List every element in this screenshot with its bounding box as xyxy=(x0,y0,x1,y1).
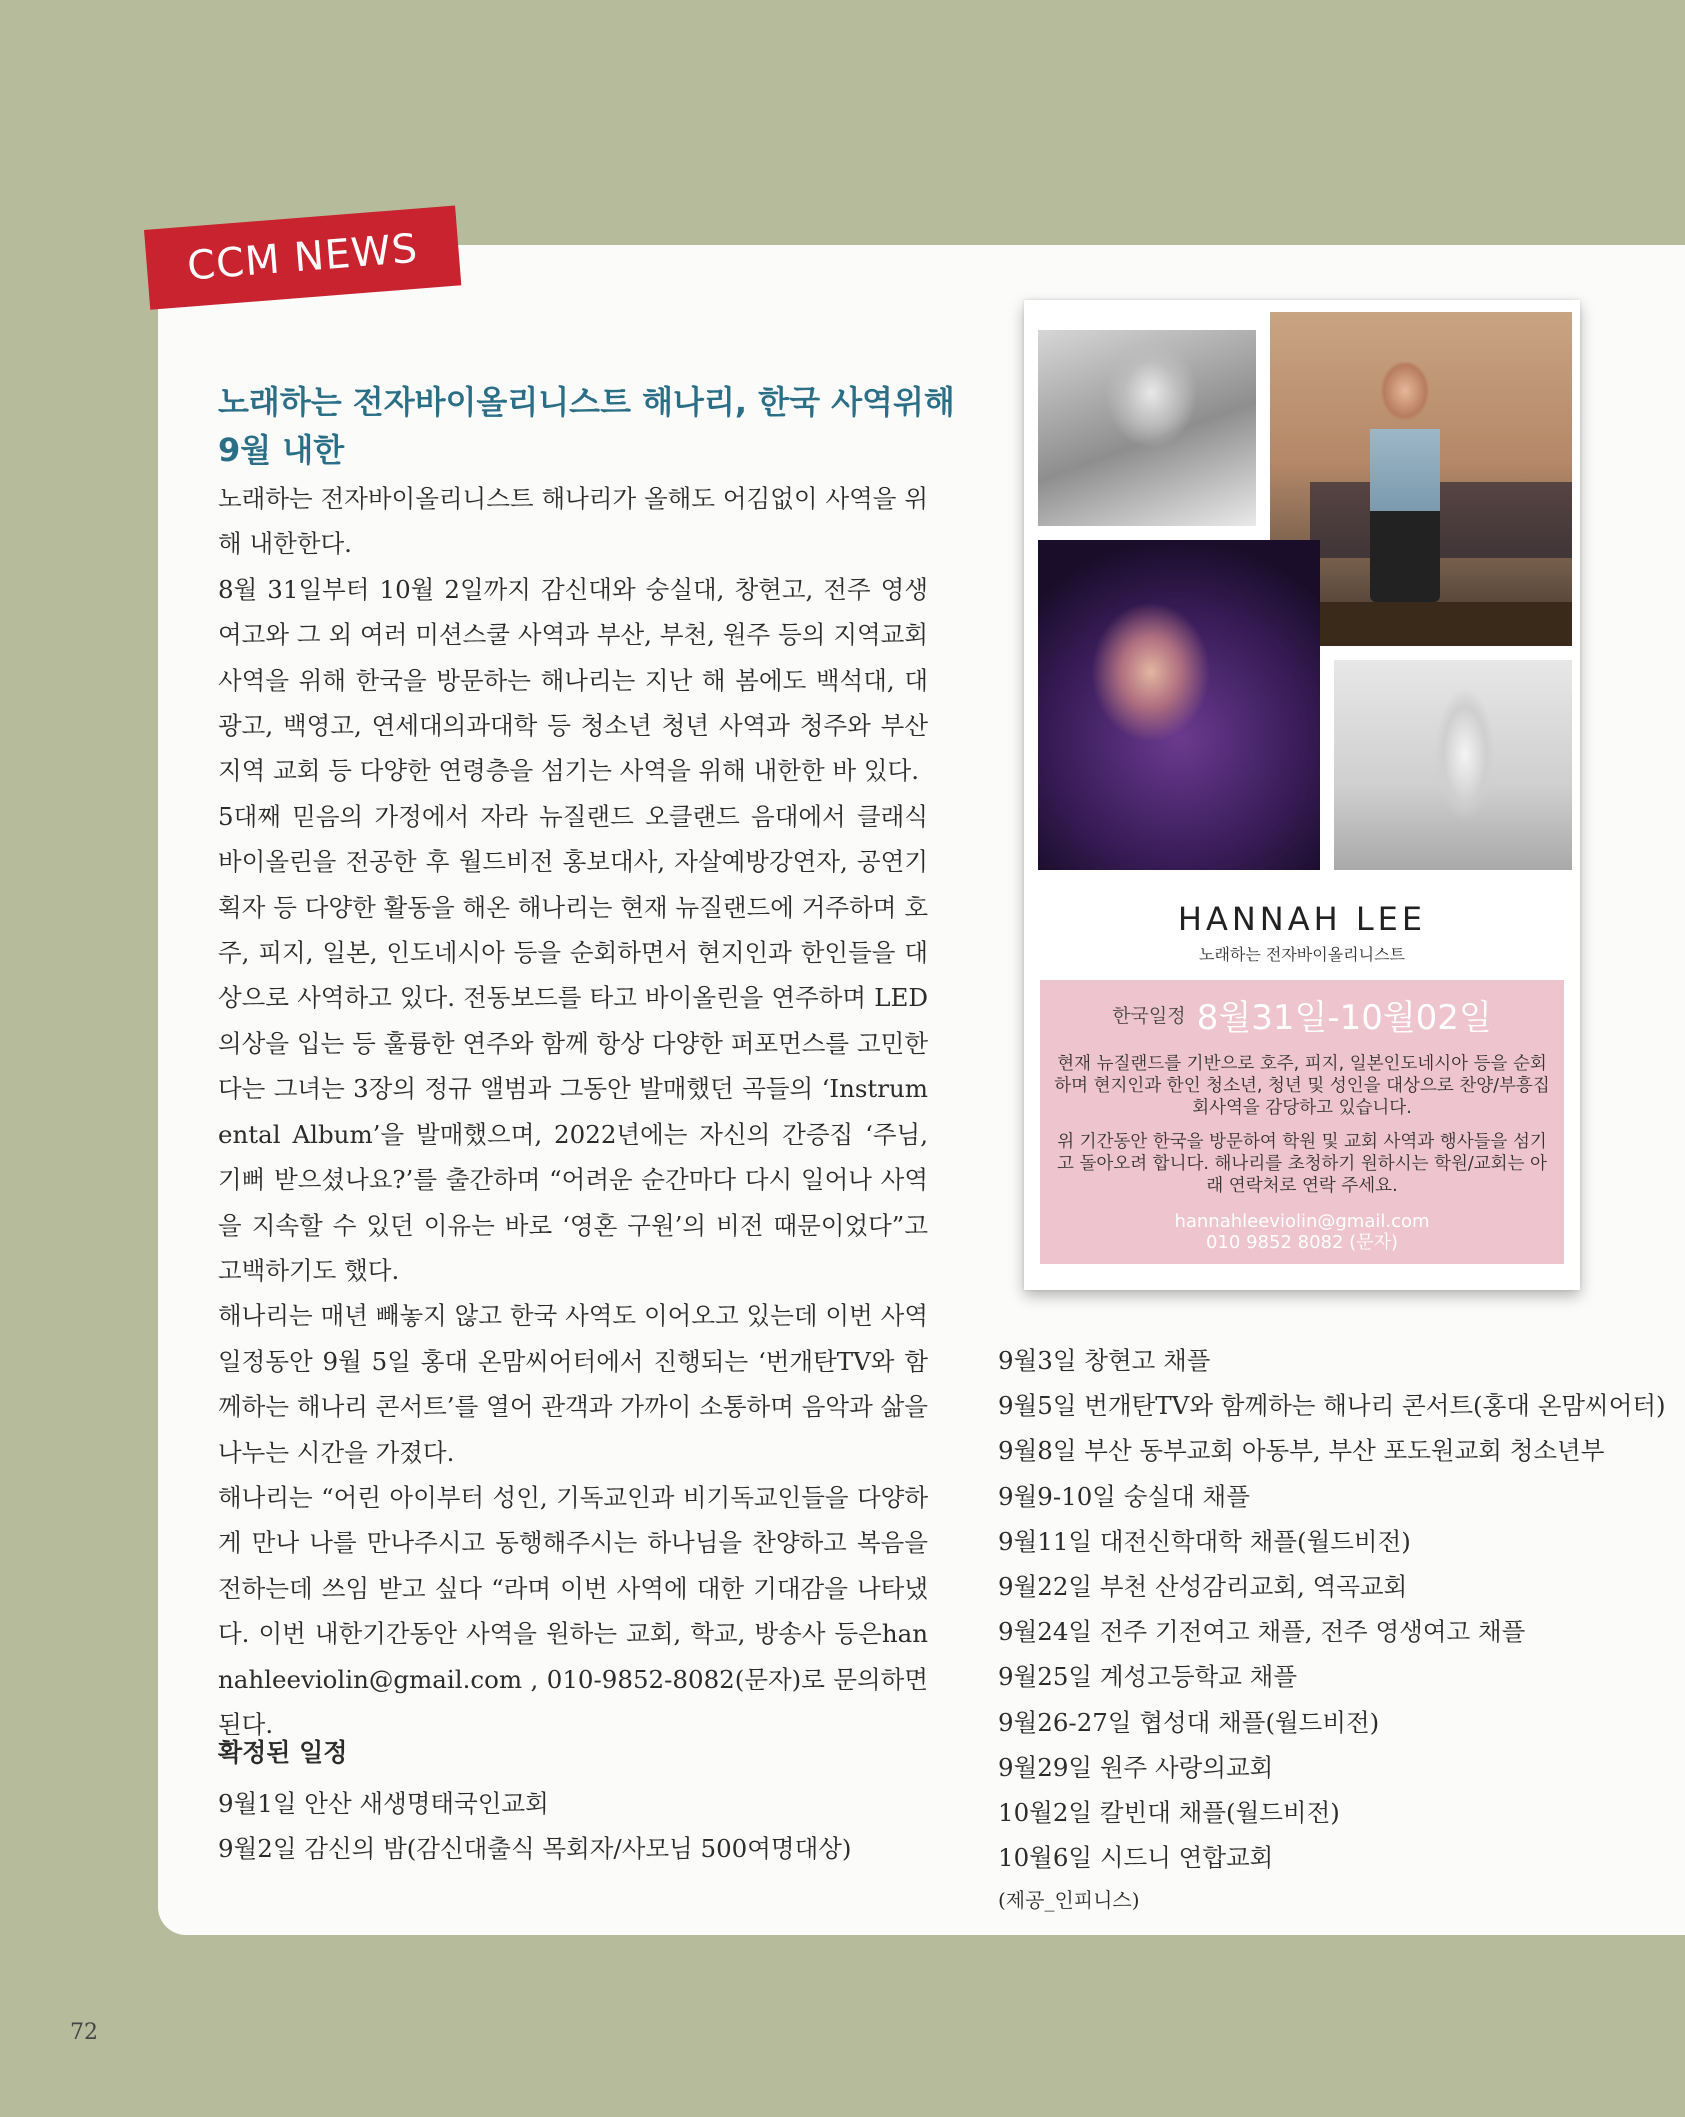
schedule-item: 9월3일 창현고 채플 xyxy=(998,1346,1211,1375)
poster-dates-label: 한국일정 xyxy=(1112,1005,1186,1027)
schedule-left-column xyxy=(218,1730,918,1871)
schedule-item: 9월26-27일 협성대 채플(월드비전) xyxy=(998,1707,1380,1737)
poster-dates-range: 8월31일-10월02일 xyxy=(1196,998,1492,1038)
poster-photo-violin-purple xyxy=(1038,540,1320,870)
schedule-item: 9월5일 번개탄TV와 함께하는 해나리 콘서트(홍대 온맘씨어터) xyxy=(998,1391,1666,1421)
poster-photo-hoverboard xyxy=(1334,660,1572,870)
schedule-right-column xyxy=(998,1338,1678,1920)
poster-subtitle: 노래하는 전자바이올리니스트 xyxy=(1198,945,1405,964)
poster-body-text: 현재 뉴질랜드를 기반으로 호주, 피지, 일본인도네시아 등을 순회하며 현지인과 한인 청소년, 청년 및 성인을 대상으로 찬양/부흥집회사역을 감당하고 있습니다. xyxy=(1054,1054,1550,1118)
page-number: 72 xyxy=(70,2020,98,2045)
schedule-item: 9월9-10일 숭실대 채플 xyxy=(998,1481,1250,1511)
photo-credit: (제공_인피니스) xyxy=(998,1888,1140,1913)
poster-phone: 010 9852 8082 (문자) xyxy=(1206,1232,1398,1253)
schedule-item: 10월6일 시드니 연합교회 xyxy=(998,1843,1274,1873)
article-paragraph: 노래하는 전자바이올리니스트 해나리가 올해도 어김없이 사역을 위해 내한한다. xyxy=(218,484,928,559)
article-paragraph: 해나리는 매년 빼놓지 않고 한국 사역도 이어오고 있는데 이번 사역일정동안 9월 5일 홍대 온맘씨어터에서 진행되는 ‘번개탄TV와 함께하는 해나리 콘서트’를 열어 관객과 가까이 소통하며 음악과 삶을 나누는 시간을 가졌다. xyxy=(218,1301,928,1467)
poster-body-text: 위 기간동안 한국을 방문하여 학원 및 교회 사역과 행사들을 섬기고 돌아오려 합니다. 해나리를 초청하기 원하시는 학원/교회는 아래 연락처로 연락 주세요. xyxy=(1057,1132,1547,1196)
article-headline: 노래하는 전자바이올리니스트 해나리, 한국 사역위해 9월 내한 xyxy=(218,383,955,469)
poster-photo-violin-bw xyxy=(1038,330,1256,526)
schedule-item: 9월24일 전주 기전여고 채플, 전주 영생여고 채플 xyxy=(998,1617,1526,1647)
stage-screen xyxy=(1310,482,1572,558)
schedule-item: 9월25일 계성고등학교 채플 xyxy=(998,1662,1298,1692)
schedule-heading: 확정된 일정 xyxy=(218,1738,348,1767)
article-paragraph: 5대째 믿음의 가정에서 자라 뉴질랜드 오클랜드 음대에서 클래식 바이올린을 전공한 후 월드비전 홍보대사, 자살예방강연자, 공연기획자 등 다양한 활동을 해온 해나리는 현재 뉴질랜드에 거주하며 호주, 피지, 일본, 인도네시아 등을 순회하면서 현지인과 한인들을 대상으로 사역하고 있다. 전동보드를 타고 바이올린을 연주하며 LED 의상을 입는 등 훌륭한 연주와 함께 항상 다양한 퍼포먼스를 고민한다는 그녀는 3장의 정규 앨범과 그동안 발매했던 곡들의 ‘Instrumental Album’을 발매했으며, 2022년에는 자신의 간증집 ‘주님, 기뻐 받으셨나요?’를 출간하며 “어려운 순간마다 다시 일어나 사역을 지속할 수 있던 이유는 바로 ‘영혼 구원’의 비전 때문이었다”고 고백하기도 했다. xyxy=(218,801,928,1285)
poster-dates xyxy=(1040,990,1564,1039)
schedule-item: 9월8일 부산 동부교회 아동부, 부산 포도원교회 청소년부 xyxy=(998,1436,1605,1466)
poster-email: hannahleeviolin@gmail.com xyxy=(1174,1211,1430,1232)
schedule-item: 9월11일 대전신학대학 채플(월드비전) xyxy=(998,1526,1411,1556)
event-poster xyxy=(1024,300,1580,1290)
schedule-item: 9월22일 부천 산성감리교회, 역곡교회 xyxy=(998,1572,1408,1602)
performer-figure xyxy=(1370,362,1440,602)
poster-info-box xyxy=(1040,980,1564,1264)
poster-name: HANNAH LEE xyxy=(1177,900,1427,938)
article-paragraph: 해나리는 “어린 아이부터 성인, 기독교인과 비기독교인들을 다양하게 만나 나를 만나주시고 동행해주시는 하나님을 찬양하고 복음을 전하는데 쓰임 받고 싶다 “라며 이번 사역에 대한 기대감을 나타냈다. 이번 내한기간동안 사역을 원하는 교회, 학교, 방송사 등은hannahleeviolin@gmail.com , 010-9852-8082(문자)로 문의하면 된다. xyxy=(218,1482,928,1739)
schedule-item: 9월1일 안산 새생명태국인교회 xyxy=(218,1789,549,1818)
section-tag: CCM NEWS xyxy=(144,206,461,310)
article-paragraph: 8월 31일부터 10월 2일까지 감신대와 숭실대, 창현고, 전주 영생여고와 그 외 여러 미션스쿨 사역과 부산, 부천, 원주 등의 지역교회 사역을 위해 한국을 방문하는 해나리는 지난 해 봄에도 백석대, 대광고, 백영고, 연세대의과대학 등 청소년 청년 사역과 청주와 부산 지역 교회 등 다양한 연령층을 섬기는 사역을 위해 내한한 바 있다. xyxy=(218,574,928,786)
schedule-item: 9월2일 감신의 밤(감신대출식 목회자/사모님 500여명대상) xyxy=(218,1834,852,1863)
schedule-item: 10월2일 칼빈대 채플(월드비전) xyxy=(998,1798,1340,1828)
schedule-item: 9월29일 원주 사랑의교회 xyxy=(998,1752,1274,1782)
article-body xyxy=(218,476,928,1747)
